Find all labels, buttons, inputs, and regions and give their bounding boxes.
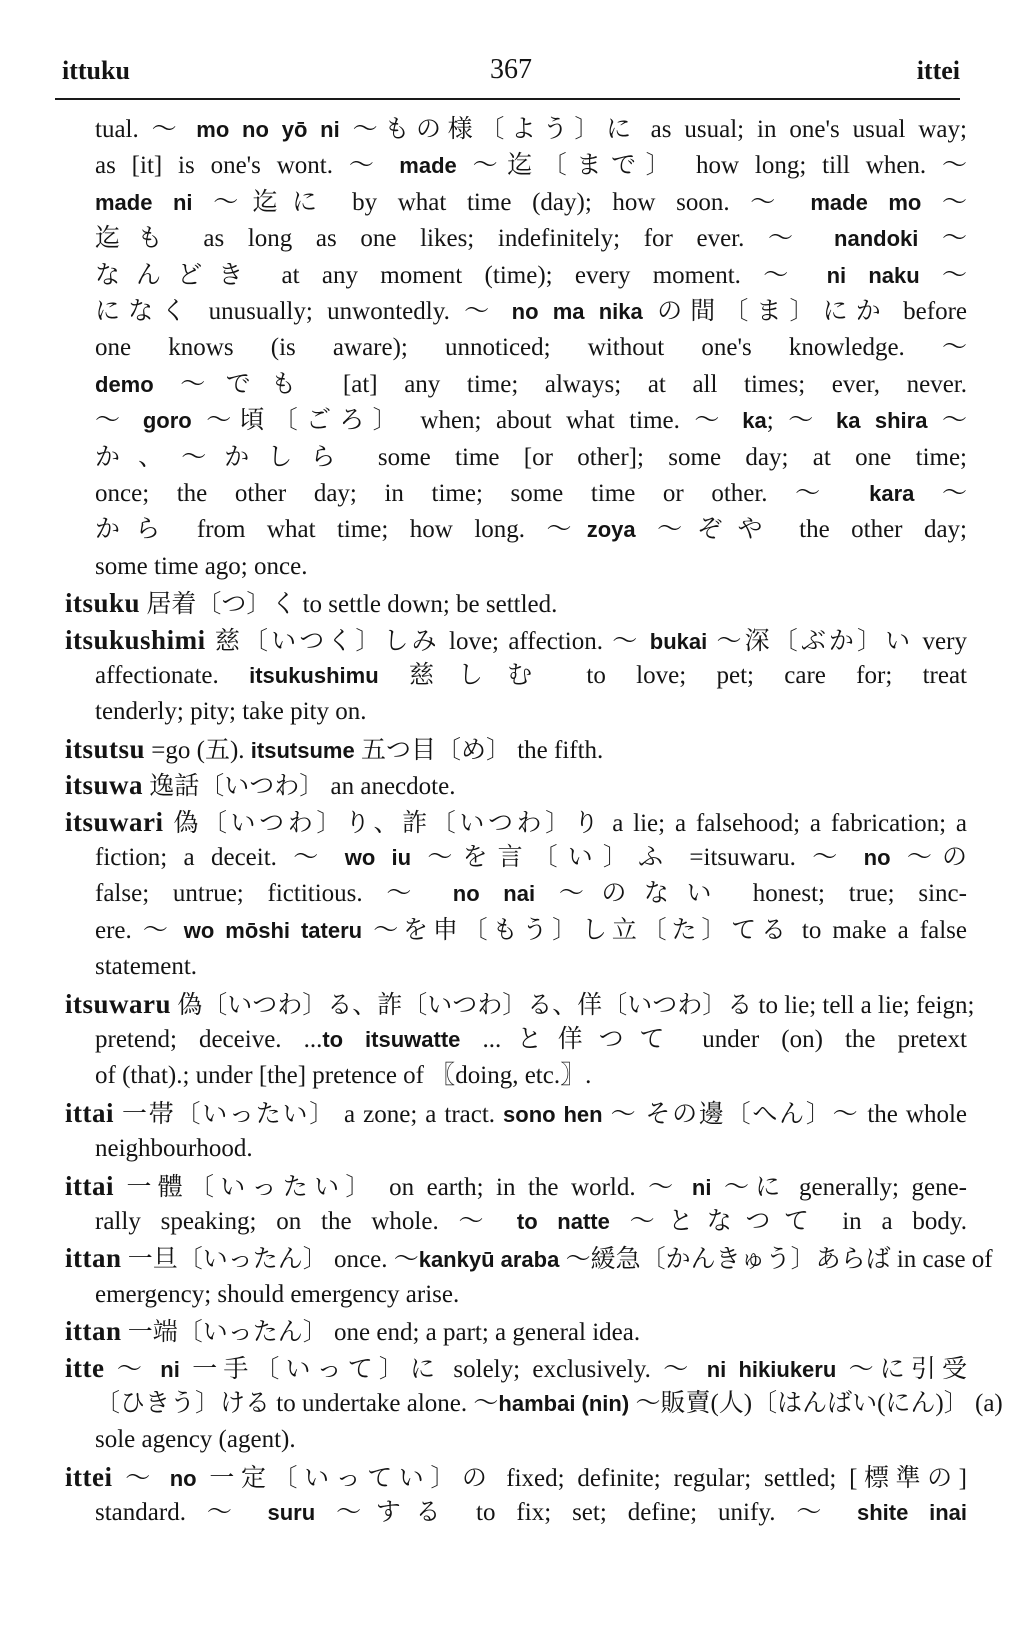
romanized-phrase: nandoki — [834, 226, 919, 252]
definition-text: ～もの様〔よう〕に as usual; in one's usual way; — [339, 116, 967, 143]
definition-text: 居着〔つ〕く to settle down; be settled. — [140, 591, 558, 619]
romanized-phrase: made — [399, 153, 457, 179]
romanized-phrase: hambai (nin) — [498, 1391, 630, 1416]
entry-line — [65, 1350, 967, 1386]
headword: ittan — [65, 1316, 122, 1347]
entry-continuation-line — [95, 440, 967, 476]
entry-line — [65, 1240, 993, 1276]
definition-text: some time ago; once. — [95, 552, 308, 580]
entry-continuation-line — [95, 1495, 967, 1531]
definition-text: から from what time; how long. ～ — [95, 516, 587, 544]
headword: ittei — [65, 1461, 113, 1492]
definition-text: tenderly; pity; take pity on. — [95, 698, 367, 726]
definition-text: fiction; a deceit. ～ — [95, 844, 345, 871]
romanized-phrase: demo — [95, 371, 154, 397]
entry-continuation-line — [95, 221, 967, 257]
definition-text: ～のない honest; true; sinc- — [535, 880, 967, 908]
definition-text: of (that).; under [the] pretence of 〖doing, etc.〗. — [95, 1062, 592, 1090]
definition-text: standard. ～ — [95, 1499, 268, 1527]
definition-text: ～販賣(人)〔はんばい(にん)〕 (a) — [629, 1390, 1003, 1417]
romanized-phrase: ka shira — [836, 408, 928, 434]
romanized-phrase: itsukushimu — [249, 663, 379, 688]
headword: itsuwari — [65, 806, 164, 837]
definition-text: ～に引受 — [836, 1355, 967, 1383]
romanized-phrase: itsutsume — [250, 737, 355, 763]
definition-text: 一定〔いってい〕の fixed; definite; regular; settled; [標準の] — [196, 1464, 967, 1492]
definition-text: false; untrue; fictitious. ～ — [95, 880, 453, 908]
romanized-phrase: no — [863, 845, 891, 870]
definition-text: pretend; deceive. ... — [95, 1026, 323, 1053]
romanized-phrase: ni naku — [826, 262, 920, 288]
definition-text: ～頃〔ごろ〕 when; about what time. ～ — [191, 407, 743, 435]
definition-text: 慈〔いつく〕しみ love; affection. ～ — [205, 627, 650, 655]
headword: itsuwaru — [65, 988, 172, 1019]
romanized-phrase: goro — [142, 408, 192, 434]
entry-continuation-line — [95, 1204, 967, 1240]
entry-line — [65, 804, 967, 840]
definition-text: ere. ～ — [95, 916, 184, 944]
definition-text: tual. ～ — [95, 116, 197, 143]
definition-text: の間〔ま〕にか before — [642, 298, 968, 325]
entry-continuation-line — [95, 476, 967, 512]
definition-text: one knows (is aware); unnoticed; without one's knowledge. ～ — [95, 334, 967, 362]
romanized-phrase: made ni — [95, 189, 193, 215]
definition-text: ～迄に by what time (day); how soon. ～ — [192, 188, 811, 216]
definition-text: 慈しむ to love; pet; care for; treat — [378, 662, 967, 689]
definition-text: 一帯〔いったい〕 a zone; a tract. — [114, 1100, 504, 1128]
entry-continuation-line — [95, 913, 967, 949]
definition-text: ～ぞや the other day; — [635, 516, 968, 544]
definition-text: 一體〔いったい〕 on earth; in the world. ～ — [114, 1173, 692, 1201]
definition-text: 〔ひきう〕ける to undertake alone. ～ — [95, 1390, 499, 1417]
entry-line — [65, 585, 967, 621]
romanized-phrase: kankyū araba — [418, 1247, 560, 1273]
definition-text: なんどき at any moment (time); every moment. ～ — [95, 261, 827, 289]
entry-continuation-line — [95, 694, 967, 730]
definition-text: 偽〔いつわ〕る、詐〔いつわ〕る、佯〔いつわ〕る to lie; tell a lie; feign; — [171, 991, 975, 1019]
romanized-phrase: kara — [869, 481, 915, 506]
romanized-phrase: ni — [160, 1356, 180, 1382]
entry-continuation-line — [95, 258, 967, 294]
running-header — [62, 52, 960, 92]
definition-text: ～を言〔い〕ふ =itsuwaru. ～ — [411, 844, 864, 871]
definition-text: as [it] is one's wont. ～ — [95, 152, 400, 180]
entry-continuation-line — [95, 1277, 967, 1313]
romanized-phrase: sono hen — [503, 1101, 603, 1127]
definition-text: ～を申〔もう〕し立〔た〕てる to make a false — [362, 916, 967, 944]
definition-text: ～緩急〔かんきゅう〕あらば in case of — [559, 1246, 993, 1274]
headword: itsukushimi — [65, 624, 206, 655]
romanized-phrase: ni hikiukeru — [706, 1356, 837, 1382]
headword: ittai — [65, 1170, 114, 1201]
entry-line — [65, 1168, 967, 1204]
definition-text: 一手〔いって〕に solely; exclusively. ～ — [179, 1355, 707, 1383]
definition-text: ～に generally; gene- — [711, 1173, 967, 1201]
romanized-phrase: ka — [742, 408, 767, 434]
romanized-phrase: wo mōshi tateru — [183, 917, 363, 943]
definition-text: once; the other day; in time; some time or other. ～ — [95, 480, 870, 507]
definition-text: ～となつて in a body. — [609, 1208, 967, 1235]
definition-text: ～ — [914, 480, 967, 507]
definition-text: 一端〔いったん〕 one end; a part; a general idea. — [121, 1319, 641, 1347]
entry-line — [65, 1095, 967, 1131]
romanized-phrase: no nai — [452, 881, 536, 907]
romanized-phrase: no ma nika — [511, 299, 643, 324]
definition-text: ～ — [112, 1464, 170, 1492]
romanized-phrase: made mo — [810, 189, 922, 215]
romanized-phrase: wo iu — [344, 845, 412, 870]
page-number: 367 — [490, 54, 532, 85]
entry-continuation-line — [95, 1022, 967, 1058]
entry-continuation-line — [95, 367, 967, 403]
definition-text: sole agency (agent). — [95, 1426, 296, 1454]
headword: ittan — [65, 1243, 122, 1274]
romanized-phrase: no — [169, 1465, 197, 1491]
entry-line — [65, 731, 967, 767]
entry-continuation-line — [95, 876, 967, 912]
entry-continuation-line — [95, 330, 967, 366]
header-left-guide-word: ittuku — [62, 56, 130, 85]
definition-text: ～ — [919, 261, 967, 289]
definition-text: neighbourhood. — [95, 1135, 253, 1163]
entry-continuation-line — [95, 840, 967, 876]
entry-continuation-line — [95, 185, 967, 221]
entry-continuation-line — [95, 1386, 1003, 1422]
romanized-phrase: bukai — [649, 628, 708, 654]
entry-continuation-line — [95, 949, 967, 985]
definition-text: emergency; should emergency arise. — [95, 1280, 460, 1308]
entry-line — [65, 1313, 967, 1349]
headword: ittai — [65, 1097, 114, 1128]
definition-text: ～迄〔まで〕 how long; till when. ～ — [456, 152, 968, 180]
definition-text: ～する to fix; set; define; unify. ～ — [315, 1499, 857, 1527]
definition-text: になく unusually; unwontedly. ～ — [95, 298, 512, 325]
header-right-guide-word: ittei — [916, 56, 960, 85]
definition-text: rally speaking; on the whole. ～ — [95, 1208, 517, 1235]
definition-text: ～ — [921, 188, 967, 216]
entry-continuation-line — [95, 512, 967, 548]
definition-text: ～でも [at] any time; always; at all times; ever, never. — [153, 370, 967, 398]
romanized-phrase: mo no yō ni — [196, 117, 340, 142]
romanized-phrase: suru — [267, 1500, 316, 1526]
entry-line — [65, 622, 967, 658]
definition-text: ; ～ — [766, 407, 837, 435]
definition-text: 五つ目〔め〕 the fifth. — [354, 736, 604, 764]
definition-text: affectionate. — [95, 662, 250, 689]
definition-text: 一旦〔いったん〕 once. ～ — [121, 1246, 419, 1274]
romanized-phrase: zoya — [586, 517, 636, 543]
entry-continuation-line — [95, 112, 967, 148]
definition-text: statement. — [95, 953, 198, 981]
definition-text: ...と佯つて under (on) the pretext — [460, 1026, 967, 1053]
definition-text: か、～かしら some time [or other]; some day; at one time; — [95, 443, 967, 471]
definition-text: ～ — [104, 1355, 161, 1383]
entry-continuation-line — [95, 549, 967, 585]
romanized-phrase: to itsuwatte — [322, 1027, 461, 1052]
romanized-phrase: shite inai — [856, 1500, 968, 1526]
headword: itsutsu — [65, 733, 146, 764]
entry-continuation-line — [95, 1058, 967, 1094]
definition-text: ～ — [927, 407, 967, 435]
definition-text: 迄も as long as one likes; indefinitely; for ever. ～ — [95, 225, 835, 253]
definition-text: ～ その邊〔へん〕～ the whole — [602, 1100, 967, 1128]
header-rule — [55, 98, 960, 100]
entry-continuation-line — [95, 294, 967, 330]
entry-continuation-line — [95, 1422, 967, 1458]
entry-line — [65, 767, 967, 803]
headword: itsuwa — [65, 770, 144, 801]
entry-line — [65, 986, 975, 1022]
romanized-phrase: to natte — [516, 1209, 610, 1234]
definition-text: 偽〔いつわ〕り、詐〔いつわ〕り a lie; a falsehood; a fabrication; a — [163, 809, 967, 837]
definition-text: ～深〔ぶか〕い very — [707, 627, 967, 655]
entry-continuation-line — [95, 658, 967, 694]
entry-continuation-line — [95, 403, 967, 439]
headword: itte — [65, 1352, 105, 1383]
definition-text: ～ — [918, 225, 967, 253]
entry-continuation-line — [95, 1131, 967, 1167]
definition-text: =go (五). — [145, 736, 251, 764]
definition-text: ～の — [890, 844, 967, 871]
definition-text: 逸話〔いつわ〕 an anecdote. — [143, 773, 456, 801]
romanized-phrase: ni — [691, 1174, 712, 1200]
headword: itsuku — [65, 588, 141, 619]
entry-line — [65, 1459, 967, 1495]
definition-text: ～ — [95, 407, 143, 435]
entry-continuation-line — [95, 148, 967, 184]
